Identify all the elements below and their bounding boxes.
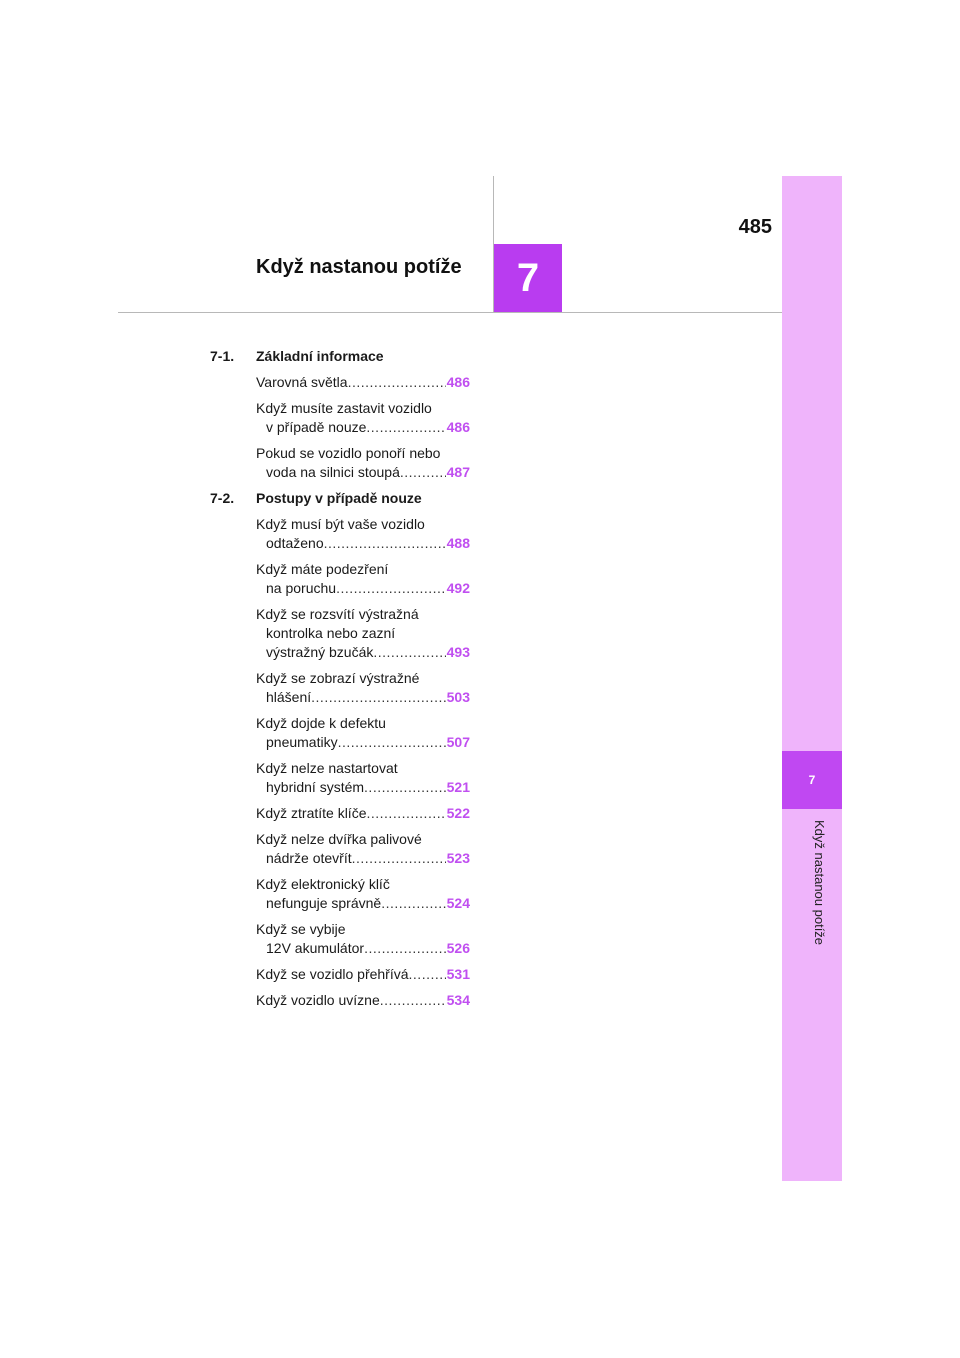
dot-leader [381, 894, 445, 913]
entry-text: Když se rozsvítí výstražná [256, 606, 419, 622]
page-link[interactable]: 488 [446, 535, 470, 551]
entry-text: 12V akumulátor [266, 940, 365, 956]
entry-text: Když se vybije [256, 921, 346, 937]
page-link[interactable]: 486 [446, 419, 470, 435]
chapter-title: Když nastanou potíže [256, 256, 462, 278]
table-of-contents [210, 347, 470, 1017]
dot-leader [336, 579, 446, 598]
dot-leader [352, 849, 446, 868]
dot-leader [409, 965, 446, 984]
dot-leader [366, 418, 445, 437]
entry-text: voda na silnici stoupá [266, 464, 400, 480]
page-link[interactable]: 534 [446, 992, 470, 1008]
page-link[interactable]: 492 [446, 580, 470, 596]
entry-text: výstražný bzučák [266, 644, 374, 660]
entry-text: Když ztratíte klíče [256, 805, 367, 821]
entry-text: Když dojde k defektu [256, 715, 386, 731]
dot-leader [364, 939, 446, 958]
toc-entry[interactable] [256, 920, 470, 958]
dot-leader [364, 778, 446, 797]
dot-leader [338, 733, 446, 752]
page-link[interactable]: 531 [446, 966, 470, 982]
section-number: 7-1. [210, 348, 235, 364]
page-link[interactable]: 487 [446, 464, 470, 480]
entry-text: Když musí být vaše vozidlo [256, 516, 425, 532]
toc-entry[interactable] [256, 965, 470, 984]
toc-entry[interactable] [256, 759, 470, 797]
page-link[interactable]: 486 [446, 374, 470, 390]
entry-text: nefunguje správně [266, 895, 382, 911]
page-link[interactable]: 526 [446, 940, 470, 956]
entry-text: Když nelze nastartovat [256, 760, 398, 776]
side-tab-strip [782, 176, 842, 1181]
dot-leader [311, 688, 445, 707]
toc-entry[interactable] [256, 515, 470, 553]
section-number: 7-2. [210, 490, 235, 506]
side-tab-active-chapter[interactable]: 7 [782, 751, 842, 809]
entry-text: kontrolka nebo zazní [266, 625, 396, 641]
toc-section-7-2 [210, 489, 470, 508]
entry-text: Když elektronický klíč [256, 876, 390, 892]
entry-text: pneumatiky [266, 734, 338, 750]
entry-text: na poruchu [266, 580, 337, 596]
page-link[interactable]: 524 [446, 895, 470, 911]
entry-text: nádrže otevřít [266, 850, 352, 866]
toc-entry[interactable] [256, 991, 470, 1010]
toc-entry[interactable] [256, 804, 470, 823]
toc-entry[interactable] [256, 830, 470, 868]
header-horizontal-rule [118, 312, 782, 313]
page-link[interactable]: 493 [446, 644, 470, 660]
page-link[interactable]: 521 [446, 779, 470, 795]
toc-section-7-1 [210, 347, 470, 366]
toc-entry[interactable] [256, 875, 470, 913]
dot-leader [373, 643, 445, 662]
entry-text: hybridní systém [266, 779, 365, 795]
dot-leader [400, 463, 446, 482]
toc-entry[interactable] [256, 669, 470, 707]
toc-entry[interactable] [256, 444, 470, 482]
dot-leader [324, 534, 446, 553]
page-link[interactable]: 523 [446, 850, 470, 866]
dot-leader [348, 373, 446, 392]
section-title: Postupy v případě nouze [256, 490, 422, 506]
dot-leader [380, 991, 446, 1010]
page-link[interactable]: 503 [446, 689, 470, 705]
entry-text: Když máte podezření [256, 561, 389, 577]
toc-entry[interactable] [256, 605, 470, 662]
entry-text: hlášení [266, 689, 312, 705]
entry-text: odtaženo [266, 535, 324, 551]
entry-text: Když nelze dvířka palivové [256, 831, 422, 847]
entry-text: Pokud se vozidlo ponoří nebo [256, 445, 441, 461]
entry-text: Když se zobrazí výstražné [256, 670, 420, 686]
entry-text: Když se vozidlo přehřívá [256, 966, 409, 982]
toc-entry[interactable] [256, 714, 470, 752]
page-link[interactable]: 522 [446, 805, 470, 821]
entry-text: Varovná světla [256, 374, 348, 390]
page-number: 485 [738, 216, 772, 238]
side-tab-label: Když nastanou potíže [812, 820, 827, 946]
page-link[interactable]: 507 [446, 734, 470, 750]
toc-entry[interactable] [256, 399, 470, 437]
entry-text: v případě nouze [266, 419, 367, 435]
toc-entry[interactable] [256, 560, 470, 598]
section-title: Základní informace [256, 348, 384, 364]
toc-entry[interactable] [256, 373, 470, 392]
dot-leader [366, 804, 445, 823]
entry-text: Když musíte zastavit vozidlo [256, 400, 432, 416]
chapter-number-badge: 7 [494, 244, 562, 312]
entry-text: Když vozidlo uvízne [256, 992, 380, 1008]
